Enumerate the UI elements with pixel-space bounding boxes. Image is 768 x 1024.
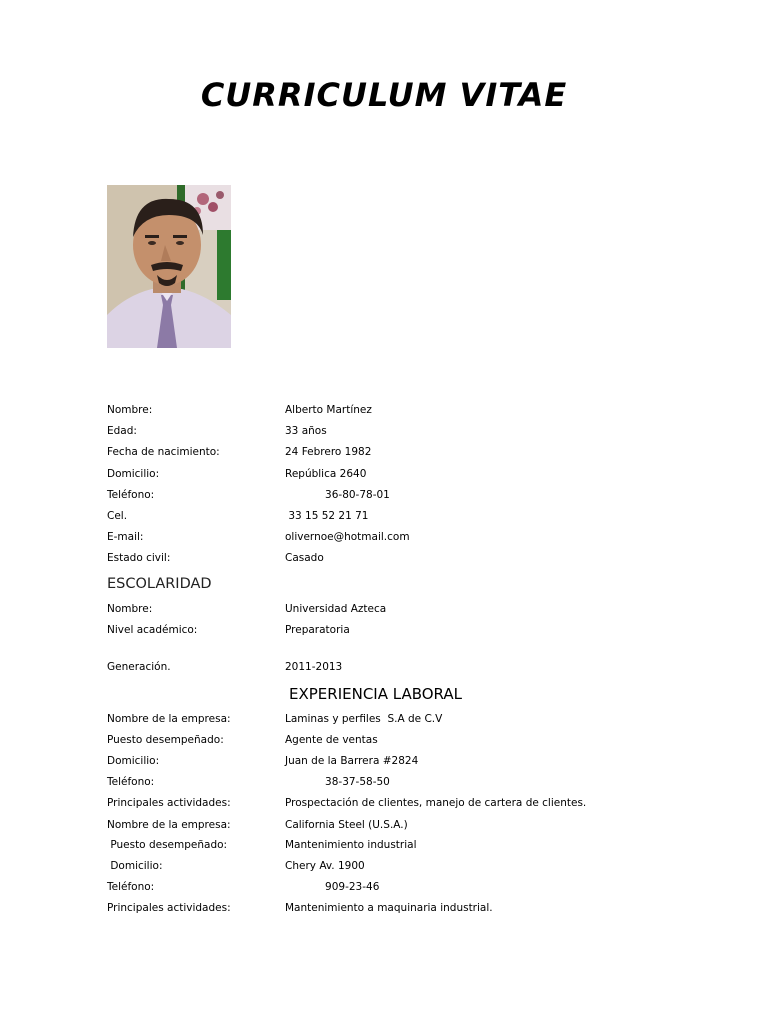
education-label-nombre: Nombre: (107, 603, 153, 615)
personal-label-telefono: Teléfono: (107, 489, 155, 501)
education-value-nivel: Preparatoria (285, 624, 350, 636)
personal-value-nombre: Alberto Martínez (285, 404, 372, 416)
education-label-generacion: Generación. (107, 661, 171, 673)
education-label-nivel: Nivel académico: (107, 624, 198, 636)
experience-label-empresa-2: Nombre de la empresa: (107, 819, 231, 831)
experience-value-puesto-2: Mantenimiento industrial (285, 839, 417, 851)
personal-label-email: E-mail: (107, 531, 144, 543)
experience-label-puesto-2: Puesto desempeñado: (107, 839, 228, 851)
personal-value-estado-civil: Casado (285, 552, 324, 564)
personal-label-edad: Edad: (107, 425, 137, 437)
experience-value-domicilio-2: Chery Av. 1900 (285, 860, 365, 872)
personal-label-fecha-nacimiento: Fecha de nacimiento: (107, 446, 220, 458)
personal-value-fecha-nacimiento: 24 Febrero 1982 (285, 446, 372, 458)
experience-label-domicilio-1: Domicilio: (107, 755, 160, 767)
experience-label-actividades-2: Principales actividades: (107, 902, 231, 914)
experience-value-actividades-2: Mantenimiento a maquinaria industrial. (285, 902, 493, 914)
experience-label-telefono-1: Teléfono: (107, 776, 155, 788)
personal-value-cel: 33 15 52 21 71 (285, 510, 369, 522)
experience-value-empresa-2: California Steel (U.S.A.) (285, 819, 408, 831)
document-title: CURRICULUM VITAE (200, 76, 568, 114)
personal-label-estado-civil: Estado civil: (107, 552, 171, 564)
experience-label-empresa-1: Nombre de la empresa: (107, 713, 231, 725)
personal-label-nombre: Nombre: (107, 404, 153, 416)
education-value-generacion: 2011-2013 (285, 661, 343, 673)
personal-label-cel: Cel. (107, 510, 128, 522)
experience-label-actividades-1: Principales actividades: (107, 797, 231, 809)
experience-label-domicilio-2: Domicilio: (107, 860, 163, 872)
personal-value-telefono: 36-80-78-01 (285, 489, 390, 501)
experience-value-puesto-1: Agente de ventas (285, 734, 378, 746)
education-heading: ESCOLARIDAD (107, 576, 212, 592)
experience-value-actividades-1: Prospectación de clientes, manejo de cartera de clientes. (285, 797, 587, 809)
experience-value-empresa-1: Laminas y perfiles S.A de C.V (285, 713, 443, 725)
profile-photo (107, 185, 231, 348)
personal-value-edad: 33 años (285, 425, 327, 437)
experience-value-telefono-2: 909-23-46 (285, 881, 380, 893)
personal-value-domicilio: República 2640 (285, 468, 367, 480)
experience-label-telefono-2: Teléfono: (107, 881, 155, 893)
personal-label-domicilio: Domicilio: (107, 468, 160, 480)
personal-value-email: olivernoe@hotmail.com (285, 531, 410, 543)
education-value-nombre: Universidad Azteca (285, 603, 387, 615)
experience-label-puesto-1: Puesto desempeñado: (107, 734, 224, 746)
experience-heading: EXPERIENCIA LABORAL (289, 685, 462, 703)
experience-value-domicilio-1: Juan de la Barrera #2824 (285, 755, 419, 767)
experience-value-telefono-1: 38-37-58-50 (285, 776, 390, 788)
